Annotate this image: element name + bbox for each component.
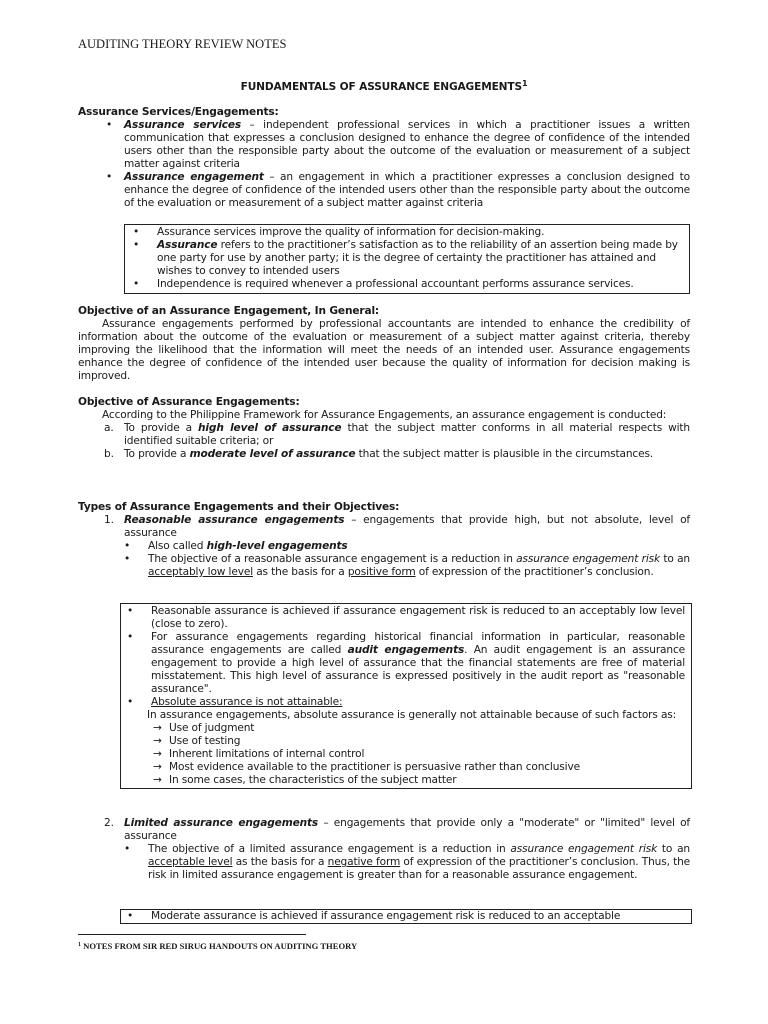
section-heading: Objective of Assurance Engagements: [78, 396, 300, 408]
text-segment: The objective of a limited assurance engagement is a reduction in [148, 843, 511, 855]
text-segment: audit engagements [347, 644, 465, 656]
paragraph: According to the Philippine Framework for Assurance Engagements, an assurance engagement is conducted: [102, 409, 667, 421]
section-assurance-services [78, 106, 690, 294]
numbered-item [78, 514, 690, 540]
arrow-icon: → [153, 722, 162, 734]
text-segment: acceptable level [148, 856, 233, 868]
text-segment: Limited assurance engagements [124, 817, 319, 829]
arrow-icon: → [153, 774, 162, 786]
bullet-icon: • [124, 843, 131, 855]
note-box [124, 224, 690, 294]
text-segment: Assurance services improve the quality of information for decision-making. [157, 226, 545, 238]
rich-text [124, 817, 690, 843]
text-segment: Assurance services [124, 119, 242, 131]
text-segment: negative form [327, 856, 401, 868]
bullet-icon: • [127, 605, 134, 617]
section-heading: Types of Assurance Engagements and their Objectives: [78, 501, 400, 513]
footnote [78, 939, 357, 953]
text-segment: Also called [148, 540, 207, 552]
rich-text [124, 448, 690, 461]
footnote-separator [78, 934, 306, 935]
list-item [133, 226, 683, 239]
text-segment: To provide a [124, 448, 190, 460]
factor-list [151, 722, 685, 787]
footnote-text: NOTES FROM SIR RED SIRUG HANDOUTS ON AUDITING THEORY [83, 941, 358, 951]
rich-text [157, 226, 683, 239]
text-segment: Reasonable assurance is achieved if assurance engagement risk is reduced to an acceptably low level (close to zero). [151, 605, 685, 630]
list-item [78, 843, 690, 882]
rich-text [151, 696, 685, 709]
text-segment: The objective of a reasonable assurance engagement is a reduction in [148, 553, 517, 565]
section-limited [78, 817, 690, 882]
rich-text [151, 631, 685, 696]
text-segment: moderate level of assurance [189, 448, 356, 460]
document-title [0, 81, 768, 94]
factor-text: Inherent limitations of internal control [169, 748, 365, 760]
arrow-icon: → [153, 748, 162, 760]
factor-text: Use of judgment [169, 722, 255, 734]
factor-text: Use of testing [169, 735, 241, 747]
bullet-icon: • [106, 119, 113, 131]
text-segment: . An audit engagement is an assurance engagement to provide a high level of assurance that the financial statements are free of material misstatement. This high level of assurance is expressed positively in the audit report as "reasonable assurance". [151, 644, 685, 695]
list-marker: a. [104, 422, 114, 434]
bullet-icon: • [106, 171, 113, 183]
rich-text [151, 605, 685, 631]
bullet-icon: • [133, 278, 140, 290]
text-segment: of expression of the practitioner’s conclusion. [415, 566, 654, 578]
factor-text: Most evidence available to the practitioner is persuasive rather than conclusive [169, 761, 580, 773]
list-item [78, 553, 690, 579]
text-segment: – an engagement in which a practitioner expresses a conclusion designed to enhance the degree of confidence of the intended users other than the responsible party about the outcome of the evaluation or measurement of a subject matter against criteria [124, 171, 690, 209]
factor-item [151, 735, 685, 748]
rich-text [124, 119, 690, 171]
list-marker: b. [104, 448, 114, 460]
factor-item [151, 774, 685, 787]
bullet-icon: • [124, 540, 131, 552]
text-segment: to an [659, 553, 690, 565]
rich-text [157, 239, 683, 278]
rich-text [148, 553, 690, 579]
rich-text [148, 540, 690, 553]
section-objective-assurance [78, 396, 690, 461]
text-segment: high level of assurance [198, 422, 342, 434]
section-heading: Assurance Services/Engagements: [78, 106, 279, 118]
rich-text [124, 422, 690, 448]
note-box [120, 909, 692, 924]
list-item [78, 540, 690, 553]
text-segment: positive form [347, 566, 416, 578]
text-segment: high-level engagements [206, 540, 348, 552]
list-item [133, 278, 683, 291]
text-segment: acceptably low level [148, 566, 253, 578]
text-segment: as the basis for a [232, 856, 328, 868]
text-segment: – engagements that provide high, but not absolute, level of assurance [124, 514, 691, 539]
list-item [78, 422, 690, 448]
bullet-icon: • [127, 696, 134, 708]
rich-text [148, 843, 690, 882]
footnote-mark: 1 [521, 79, 528, 88]
list-item [133, 239, 683, 278]
list-item [127, 605, 685, 631]
bullet-icon: • [124, 553, 131, 565]
note-box [120, 603, 692, 789]
arrow-icon: → [153, 761, 162, 773]
list-item [78, 448, 690, 461]
factor-item [151, 722, 685, 735]
text-segment: For assurance engagements regarding historical financial information in particular, reasonable assurance engagements are called [151, 631, 685, 656]
rich-text [157, 278, 683, 291]
rich-text [124, 514, 690, 540]
text-segment: refers to the practitioner’s satisfaction as to the reliability of an assertion being made by one party for use by another party; it is the degree of certainty the practitioner has attained and wishes to convey to intended users [157, 239, 678, 277]
text-segment: as the basis for a [252, 566, 348, 578]
text-segment: of expression of the practitioner’s conclusion. Thus, the risk in limited assurance engagement is greater than for a reasonable assurance engagement. [148, 856, 691, 881]
list-item [78, 171, 690, 210]
numbered-item [78, 817, 690, 843]
list-item [78, 119, 690, 171]
factor-item [151, 748, 685, 761]
text-segment: Assurance engagement [124, 171, 264, 183]
text-segment: Reasonable assurance engagements [124, 514, 345, 526]
text-segment: Absolute assurance is not attainable: [151, 696, 343, 708]
text-segment: – engagements that provide only a "moderate" or "limited" level of assurance [124, 817, 690, 842]
rich-text [124, 171, 690, 210]
factor-item [151, 761, 685, 774]
list-marker: 1. [104, 514, 114, 526]
list-item [127, 910, 685, 923]
running-header: AUDITING THEORY REVIEW NOTES [78, 37, 287, 51]
text-segment: that the subject matter conforms in all material respects with identified suitable criteria; or [124, 422, 690, 447]
paragraph: Assurance engagements performed by professional accountants are intended to enhance the credibility of information about the outcome of the evaluation or measurement of a subject matter against criteria, thereby improving the likelihood that the information will meet the needs of an intended user. Assurance engagements enhance the degree of confidence of the intended user because the quality of information for decision making is improved. [78, 318, 690, 382]
text-segment: Moderate assurance is achieved if assurance engagement risk is reduced to an acceptable [151, 910, 621, 922]
text-segment: assurance engagement risk [516, 553, 660, 565]
text-segment: – independent professional services in which a practitioner issues a written communication that expresses a conclusion designed to enhance the degree of confidence of the intended users other than the responsible party about the outcome of the evaluation or measurement of a subject matter against criteria [124, 119, 690, 170]
arrow-icon: → [153, 735, 162, 747]
footnote-mark: 1 [78, 942, 81, 948]
paragraph: In assurance engagements, absolute assurance is generally not attainable because of such factors as: [147, 709, 677, 721]
section-types [78, 501, 690, 579]
title-text: FUNDAMENTALS OF ASSURANCE ENGAGEMENTS [240, 81, 522, 93]
list-item [127, 631, 685, 696]
list-marker: 2. [104, 817, 114, 829]
text-segment: Assurance [157, 239, 218, 251]
text-segment: assurance engagement risk [510, 843, 658, 855]
factor-text: In some cases, the characteristics of the subject matter [169, 774, 457, 786]
list-item [127, 696, 685, 709]
bullet-icon: • [127, 631, 134, 643]
bullet-icon: • [127, 910, 134, 922]
text-segment: To provide a [124, 422, 199, 434]
section-heading: Objective of an Assurance Engagement, In General: [78, 305, 380, 317]
section-objective-general [78, 305, 690, 383]
text-segment: that the subject matter is plausible in the circumstances. [355, 448, 654, 460]
rich-text [151, 910, 685, 923]
text-segment: to an [657, 843, 690, 855]
text-segment: Independence is required whenever a professional accountant performs assurance services. [157, 278, 634, 290]
bullet-icon: • [133, 239, 140, 251]
bullet-icon: • [133, 226, 140, 238]
